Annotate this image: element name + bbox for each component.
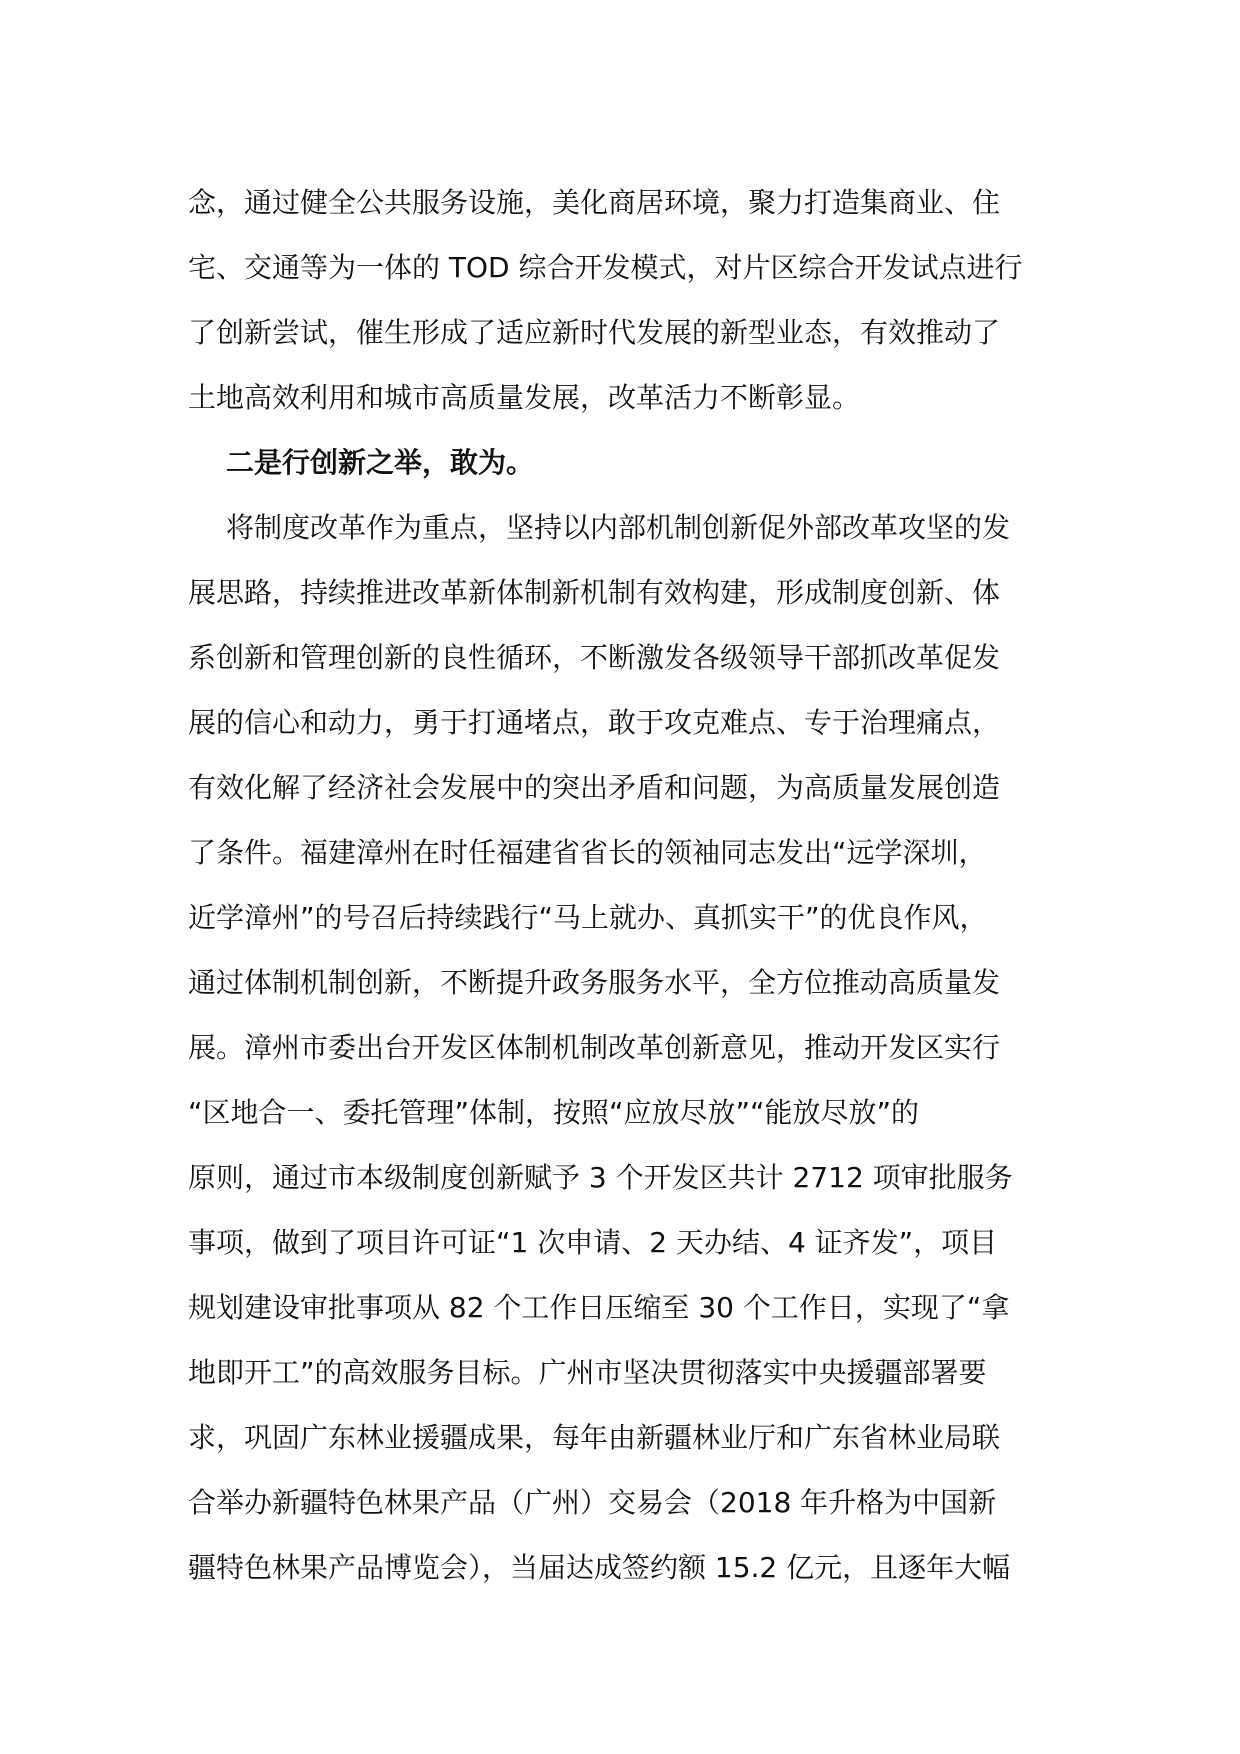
- text-line: “区地合一、委托管理”体制，按照“应放尽放”“能放尽放”的: [188, 1096, 920, 1129]
- document-body: [188, 170, 1088, 1600]
- text-line: 事项，做到了项目许可证“1 次申请、2 天办结、4 证齐发”，项目: [188, 1226, 998, 1259]
- text-line: 展思路，持续推进改革新体制新机制有效构建，形成制度创新、体: [188, 576, 1001, 609]
- text-line: 了创新尝试，催生形成了适应新时代发展的新型业态，有效推动了: [188, 316, 1001, 349]
- text-line: 土地高效利用和城市高质量发展，改革活力不断彰显。: [188, 381, 861, 414]
- text-line: 地即开工”的高效服务目标。广州市坚决贯彻落实中央援疆部署要: [188, 1356, 987, 1389]
- text-line: 疆特色林果产品博览会），当届达成签约额 15.2 亿元，且逐年大幅: [188, 1551, 1011, 1584]
- text-line: 念，通过健全公共服务设施，美化商居环境，聚力打造集商业、住: [188, 186, 1001, 219]
- section-heading: 二是行创新之举，敢为。: [226, 446, 535, 479]
- text-line: 系创新和管理创新的良性循环，不断激发各级领导干部抓改革促发: [188, 641, 1001, 674]
- text-line: 有效化解了经济社会发展中的突出矛盾和问题，为高质量发展创造: [188, 771, 1001, 804]
- text-line: 将制度改革作为重点，坚持以内部机制创新促外部改革攻坚的发: [226, 511, 1011, 544]
- text-line: 展的信心和动力，勇于打通堵点，敢于攻克难点、专于治理痛点，: [188, 706, 1001, 739]
- text-line: 通过体制机制创新，不断提升政务服务水平，全方位推动高质量发: [188, 966, 1001, 999]
- text-line: 原则，通过市本级制度创新赋予 3 个开发区共计 2712 项审批服务: [188, 1161, 1013, 1194]
- text-line: 展。漳州市委出台开发区体制机制改革创新意见，推动开发区实行: [188, 1031, 1001, 1064]
- text-line: 规划建设审批事项从 82 个工作日压缩至 30 个工作日，实现了“拿: [188, 1291, 1010, 1324]
- text-line: 合举办新疆特色林果产品（广州）交易会（2018 年升格为中国新: [188, 1486, 997, 1519]
- text-line: 了条件。福建漳州在时任福建省省长的领袖同志发出“远学深圳，: [188, 836, 987, 869]
- text-line: 求，巩固广东林业援疆成果，每年由新疆林业厅和广东省林业局联: [188, 1421, 1001, 1454]
- text-line: 近学漳州”的号召后持续践行“马上就办、真抓实干”的优良作风，: [188, 901, 988, 934]
- text-line: 宅、交通等为一体的 TOD 综合开发模式，对片区综合开发试点进行: [188, 251, 1023, 284]
